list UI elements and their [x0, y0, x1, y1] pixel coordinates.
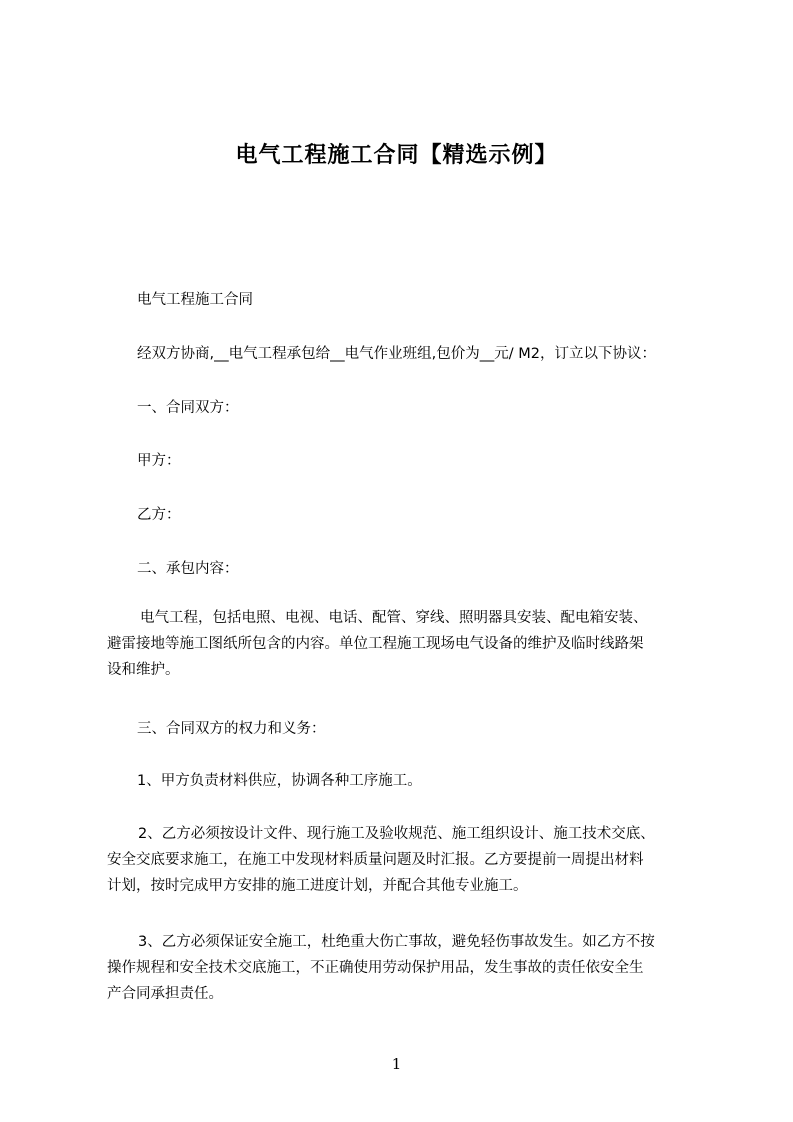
intro-paragraph: 经双方协商,__电气工程承包给__电气作业班组,包价为__元/ M2，订立以下协议： — [137, 346, 656, 362]
section-heading-parties: 一、合同双方： — [137, 400, 239, 416]
clause-3-line: 产合同承担责任。 — [107, 986, 223, 1002]
scope-line: 避雷接地等施工图纸所包含的内容。单位工程施工现场电气设备的维护及临时线路架 — [107, 636, 644, 652]
clause-3-paragraph — [107, 929, 655, 1007]
clause-2-line: 计划，按时完成甲方安排的施工进度计划，并配合其他专业施工。 — [107, 878, 528, 894]
clause-2-line: 安全交底要求施工，在施工中发现材料质量问题及时汇报。乙方要提前一周提出材料 — [107, 852, 644, 868]
clause-2-line: 2、乙方必须按设计文件、现行施工及验收规范、施工组织设计、施工技术交底、 — [138, 826, 655, 842]
section-heading-rights: 三、合同双方的权力和义务： — [137, 721, 326, 737]
party-a-label: 甲方： — [137, 453, 181, 469]
scope-paragraph — [107, 605, 648, 683]
contract-heading: 电气工程施工合同 — [137, 292, 253, 308]
clause-2-paragraph — [107, 821, 655, 899]
scope-line: 设和维护。 — [107, 662, 180, 678]
party-b-label: 乙方： — [137, 507, 181, 523]
clause-3-line: 操作规程和安全技术交底施工，不正确使用劳动保护用品，发生事故的责任依安全生 — [107, 960, 644, 976]
scope-line: 电气工程，包括电照、电视、电话、配管、穿线、照明器具安装、配电箱安装、 — [140, 610, 648, 626]
document-title: 电气工程施工合同【精选示例】 — [235, 143, 558, 168]
page-number: 1 — [391, 1055, 402, 1073]
clause-3-line: 3、乙方必须保证安全施工，杜绝重大伤亡事故，避免轻伤事故发生。如乙方不按 — [138, 934, 655, 950]
clause-1: 1、甲方负责材料供应，协调各种工序施工。 — [137, 773, 422, 789]
section-heading-scope: 二、承包内容： — [137, 561, 239, 577]
